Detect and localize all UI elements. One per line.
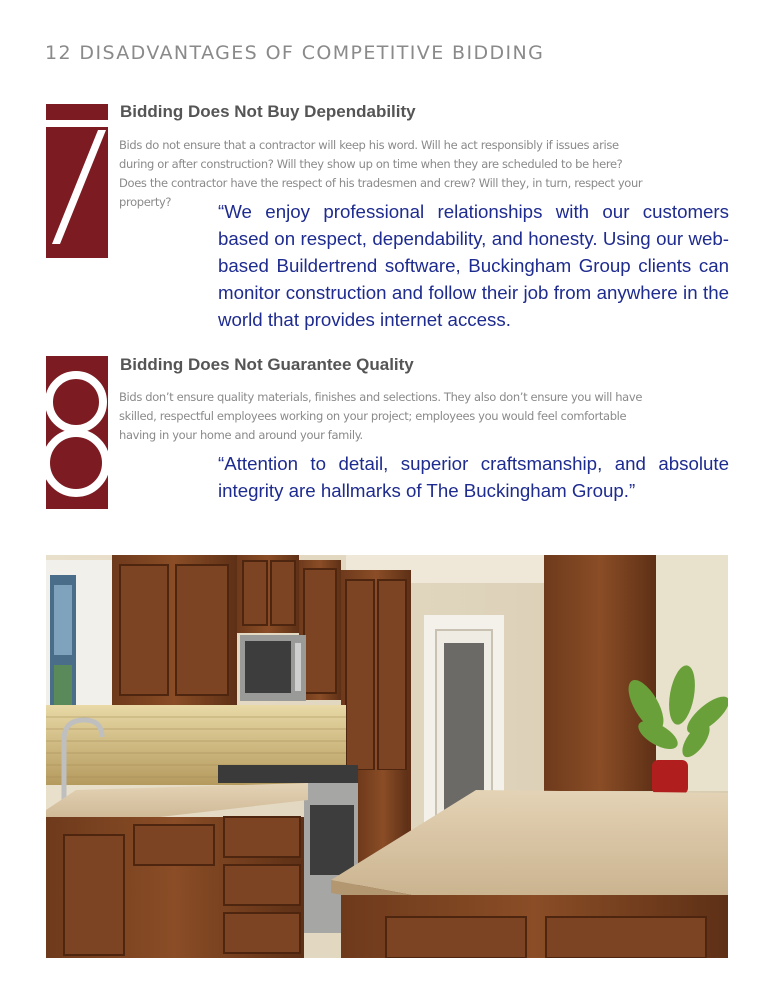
section-quote-7: “We enjoy professional relationships with our customers based on respect, dependability, and honesty. Using our web-based Buildertrend software, Buckingham Group clients can monitor construction and follow their job from anywhere in the world that provides internet access.	[218, 201, 729, 330]
section-body-8: Bids don’t ensure quality materials, finishes and selections. They also don’t ensure you will have skilled, respectful employees working on your project; employees you would feel comfortable having in your home and around your family.	[119, 390, 643, 442]
section-quote-8: “Attention to detail, superior craftsmanship, and absolute integrity are hallmarks of The Buckingham Group.”	[218, 453, 729, 501]
section-number-7	[46, 104, 108, 258]
kitchen-photo	[46, 555, 728, 958]
section-title-7: Bidding Does Not Buy Dependability	[120, 102, 416, 121]
section-body-7: Bids do not ensure that a contractor will keep his word. Will he act responsibly if issues arise during or after construction? Will they show up on time when they are scheduled to be here? Does the contractor have the respect of his tradesmen and crew? Will they, in turn, respect your property?	[119, 138, 643, 209]
page-title: 12 DISADVANTAGES OF COMPETITIVE BIDDING	[45, 42, 545, 64]
section-number-8	[46, 356, 108, 509]
section-title-8: Bidding Does Not Guarantee Quality	[120, 355, 414, 374]
